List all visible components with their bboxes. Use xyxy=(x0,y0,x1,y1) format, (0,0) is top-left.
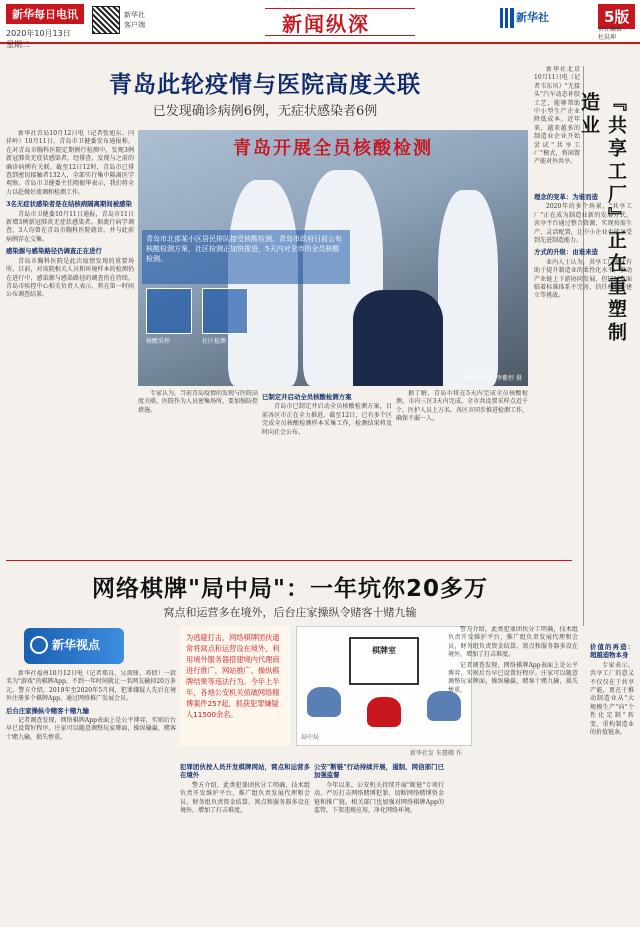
qr-code-icon xyxy=(92,6,120,34)
story1-para-2: 青岛市卫健委10月11日通报，青岛市11日新增3例新冠肺炎无症状感染者。据流行病学调查，3人均曾在青岛市胸科医院就诊，并与此前病例存在交集。 xyxy=(6,210,134,243)
story2-para-3: 警方介绍，此类犯罪团伙分工明确，技术组负责开发维护平台，推广组负责发展代理和会员，财务组负责资金结算。窝点和服务器多设在境外，增加了打击难度。 xyxy=(180,781,310,815)
cartoon-board-label: 棋牌室 xyxy=(372,646,396,655)
story2-column-2 xyxy=(180,760,310,920)
paper-name: 新华每日电讯 xyxy=(6,4,84,24)
story2-subheading-3: 公安"断链"行动持续开展，遏制、网信部门已加强监督 xyxy=(314,763,444,780)
story1-col3-para: 青岛市已制定并启动全员核酸检测方案，目前各区市正在全力推进。截至12日，已有多个区完成全员核酸检测样本采集工作，检测结果将及时向社会公布。 xyxy=(262,403,392,436)
editor-credit: 责任编辑 杜晨坤 xyxy=(598,26,623,41)
test-tube-icon xyxy=(146,288,192,334)
photo-banner: 青岛开展全员核酸检测 xyxy=(233,138,433,159)
story2-headline: 网络棋牌"局中局"：一年坑你20多万 xyxy=(92,576,488,602)
right-body xyxy=(534,190,632,554)
cartoon-caption: 局中局 xyxy=(301,734,320,741)
story1-para-3: 青岛市胸科医院是此次疫情发现的重要场所。目前，对该院相关人员和环境样本的检测仍在进行中，感染源与感染路径的调查仍在持续，青岛市疾控中心相关负责人表示，将在第一时间公布调查结果。 xyxy=(6,257,134,299)
icon2-label: 社区检测 xyxy=(202,338,227,345)
story2-para-4: 今年以来，公安机关持续开展"断链"专项行动，严厉打击网络赌博犯罪，切断网络赌博资金链和推广链。相关部门也加强对网络棋牌App的监管，下架违规应用，净化网络环境。 xyxy=(314,781,444,815)
sample-rack-icon xyxy=(202,288,248,334)
story2-highlight: 为逃避打击，网络棋牌团伙通常将窝点和运营设在境外，利用境外服务器搭建境内代理商进行推广，网站推广、操纵棋牌结果等违法行为。今年上半年，各地公安机关侦破网络赌博案件257起，抓获犯罪嫌疑人11500余名。 xyxy=(186,633,280,719)
story2-column-3 xyxy=(314,760,444,920)
story1-column-3 xyxy=(262,390,392,554)
photo-caption-box xyxy=(142,230,350,284)
cartoon-board xyxy=(349,637,419,685)
story1-col2-para-1: 专家认为，当前青岛疫情的发现与医院高度关联，医院作为人员密集场所，要加强防控措施。 xyxy=(138,390,258,414)
photo-credit: 新华社记者 李紫恒 摄 xyxy=(464,375,522,382)
xinhua-logo xyxy=(500,8,549,28)
qr-label: 新华社 客户端 xyxy=(124,11,145,29)
cartoon-bag-1 xyxy=(307,687,341,717)
right-heading-1: 理念的变革：为谁而造 xyxy=(534,193,598,201)
eye-icon xyxy=(30,636,48,654)
right-para-2: 2020年的多个场景，"共享工厂"正在成为制造业新的发展方式。共享平台通过整合资源，实现按需生产、灵活配置，让中小企业也能享受到先进制造能力。 xyxy=(534,203,632,245)
issue-date xyxy=(6,28,84,50)
right-lower xyxy=(590,640,634,920)
right-para-1: 新华社北京10月11日电（记者韦东风）"无接头"汽车动态补胶工艺，能够帮助中小型生产企业降低成本。近年来，越来越多的制造业企业开始尝试"共享工厂"模式，将闲置产能对外共享。 xyxy=(534,66,580,166)
story2-subhead: 窝点和运营多在境外，后台庄家操纵令赌客十赌九输 xyxy=(163,606,417,619)
masthead xyxy=(0,0,640,49)
logo-bars-icon xyxy=(500,8,514,28)
logo-text: 新华社 xyxy=(516,11,549,24)
story1-column-2 xyxy=(138,390,258,554)
story1-column-1 xyxy=(6,130,134,554)
right-heading-3: 价值的再造：超越造物本身 xyxy=(590,643,634,660)
right-heading-2: 方式的升级：由谁来造 xyxy=(534,248,598,257)
photo-caption: 青岛市北部某小区居民排队接受核酸检测。青岛市政府日前公布核酸检测方案，社区检测正加快推进，5天内对全市的全员核酸检测。 xyxy=(146,235,342,263)
right-para-4: 专家表示，共享工厂的意义不仅仅在于共享产能，更在于推动制造业从"大规模生产"向"个性化定制"转变，重构制造业的价值链条。 xyxy=(590,661,634,737)
story2-column-4 xyxy=(448,626,578,920)
medic-figure-3 xyxy=(438,190,498,386)
story1-col4-para: 据了解，青岛市将在5天内完成全员核酸检测，市内三区3天内完成。全市共设置采样点近千个，医护人员上万名。各区市同步推进检测工作，确保不漏一人。 xyxy=(396,390,528,423)
resident-figure xyxy=(353,290,443,386)
xinhua-watch-badge xyxy=(24,628,124,664)
icon1-label: 核酸采样 xyxy=(146,338,171,345)
story1-photo xyxy=(138,130,528,386)
page-number: 5版 xyxy=(598,4,635,29)
story2-para-6: 记者调查发现，网络棋牌App表面上是公平博弈，实则后台早已设置好程序。庄家可以随意调整玩家牌面，操纵输赢，赌客十赌九输，损失惨重。 xyxy=(448,661,578,694)
story1-subheading-2: 感染源与感染路径仍调查正在进行 xyxy=(6,247,102,256)
story2-para-2: 记者调查发现，网络棋牌App表面上是公平博弈，实则后台早已设置好程序。庄家可以随意调整玩家牌面，操纵输赢，赌客十赌九输，损失惨重。 xyxy=(6,717,176,741)
cartoon-figure xyxy=(367,697,401,727)
story1-headline: 青岛此轮疫情与医院高度关联 xyxy=(109,72,421,98)
story2-lead: 新华社福州10月12日电（记者郑良、吴剑锋、邓倩）一款名为"游戏"的棋牌App，不到一年时间就让一名网友输掉20万多元。警方介绍，2019年至2020年5月间，犯罪嫌疑人先后在境外注册多个棋牌App，通过网络推广发展会员。 xyxy=(6,670,176,703)
badge-label: 新华视点 xyxy=(52,638,101,652)
section-title: 新闻纵深 xyxy=(282,12,370,36)
story1-lead: 新华社青岛10月12日电（记者张旭东、闫祥岭）10月11日，青岛市卫健委发布通报称，在对青岛市胸科医院定期例行检测中，发现3例新冠肺炎无症状感染者。经排查，发现与之前的确诊病例有关联。截至12日12时，青岛市已排查到密切接触者132人，全部实行集中隔离医学观察。青岛市卫健委主任隋振华表示，我们将全力以赴做好流调和检测工作。 xyxy=(6,130,134,196)
cartoon-credit: 新华社发 朱慧卿 作 xyxy=(410,750,462,757)
story-divider xyxy=(6,560,572,561)
story2-column-1 xyxy=(6,670,176,920)
right-para-3: 业内人士认为，共享工厂模式有助于提升制造业的柔性化水平，推动产业链上下游协同发展，但同时也面临着标准体系不完善、信任机制待建立等挑战。 xyxy=(534,258,632,300)
story1-column-4 xyxy=(396,390,528,554)
story2-highlight-box xyxy=(180,626,290,746)
weekday-text: 星期二 xyxy=(6,40,30,49)
story1-col3-heading: 已制定并启动全员核酸检测方案 xyxy=(262,393,352,401)
story2-cartoon xyxy=(296,626,472,746)
masthead-left xyxy=(6,4,84,50)
story1-subheading-1: 3名无症状感染者是在结核病隔离期间被感染 xyxy=(6,200,132,209)
story1-subhead: 已发现确诊病例6例，无症状感染者6例 xyxy=(152,104,378,119)
story2-subheading-1: 后台庄家操纵令赌客十赌九输 xyxy=(6,706,90,715)
date-text: 2020年10月13日 xyxy=(6,29,71,38)
right-intro xyxy=(534,66,580,206)
story2-para-5: 警方介绍，此类犯罪团伙分工明确，技术组负责开发维护平台，推广组负责发展代理和会员，财务组负责资金结算。窝点和服务器多设在境外，增加了打击难度。 xyxy=(448,626,578,659)
right-vertical-title: 『共享工厂』正在重塑制造业 xyxy=(578,92,627,345)
story2-subheading-2: 犯罪团伙按人员开发棋牌网站，窝点和运营多在境外 xyxy=(180,763,310,780)
